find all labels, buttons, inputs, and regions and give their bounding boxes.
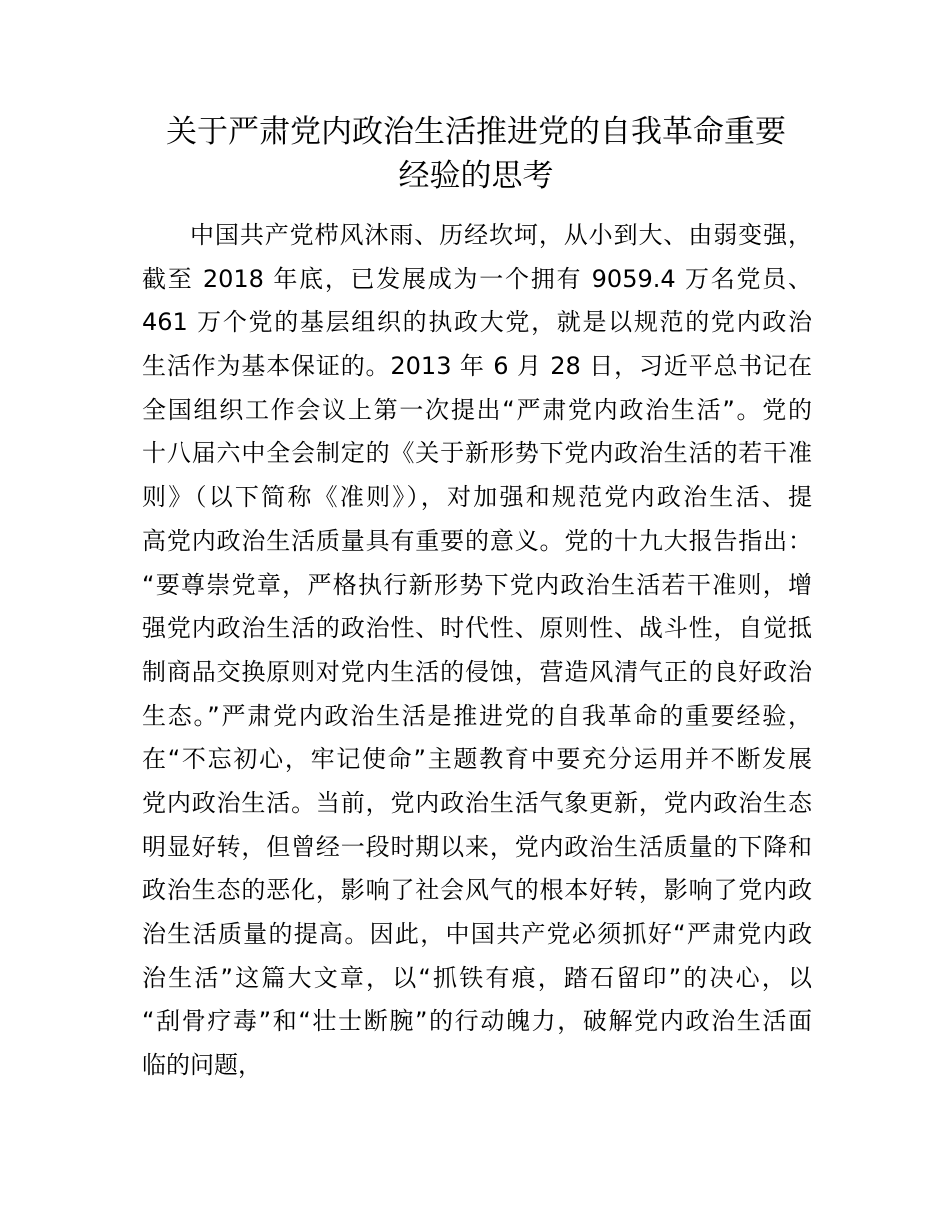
body-line: 制商品交换原则对党内生活的侵蚀，营造风清气正的良好政治: [142, 657, 812, 686]
body-line: 中国共产党栉风沐雨、历经坎坷，从小到大、由弱变强，: [190, 221, 812, 249]
body-line: 在“不忘初心，牢记使命”主题教育中要充分运用并不断发展: [142, 745, 812, 774]
body-line: 全国组织工作会议上第一次提出“严肃党内政治生活”。党的: [142, 395, 812, 424]
body-line: 政治生态的恶化，影响了社会风气的根本好转，影响了党内政: [142, 876, 812, 905]
body-line: 党内政治生活。当前，党内政治生活气象更新，党内政治生态: [142, 788, 812, 817]
body-line: 治生活质量的提高。因此，中国共产党必须抓好“严肃党内政: [142, 920, 812, 948]
title-line-2: 经验的思考: [398, 158, 554, 194]
body-paragraph: [142, 214, 812, 1088]
body-line: 治生活”这篇大文章，以“抓铁有痕，踏石留印”的决心，以: [142, 963, 812, 992]
body-line: “刮骨疗毒”和“壮士断腕”的行动魄力，破解党内政治生活面: [142, 1007, 812, 1036]
body-line: “要尊崇党章，严格执行新形势下党内政治生活若干准则，增: [142, 570, 812, 599]
body-line: 高党内政治生活质量具有重要的意义。党的十九大报告指出：: [142, 526, 812, 555]
body-line: 临的问题，: [142, 1051, 262, 1080]
body-line: 强党内政治生活的政治性、时代性、原则性、战斗性，自觉抵: [142, 614, 812, 643]
body-line: 十八届六中全会制定的《关于新形势下党内政治生活的若干准: [142, 439, 812, 468]
body-line: 则》（以下简称《准则》），对加强和规范党内政治生活、提: [142, 483, 812, 512]
title-line-1: 关于严肃党内政治生活推进党的自我革命重要: [166, 114, 786, 150]
body-line: 生态。”严肃党内政治生活是推进党的自我革命的重要经验，: [142, 701, 812, 730]
body-line: 截至 2018 年底，已发展成为一个拥有 9059.4 万名党员、: [142, 264, 812, 293]
document-title: [140, 110, 812, 198]
body-line: 明显好转，但曾经一段时期以来，党内政治生活质量的下降和: [142, 832, 812, 861]
body-line: 生活作为基本保证的。2013 年 6 月 28 日，习近平总书记在: [142, 352, 812, 381]
body-line: 461 万个党的基层组织的执政大党，就是以规范的党内政治: [142, 308, 812, 337]
